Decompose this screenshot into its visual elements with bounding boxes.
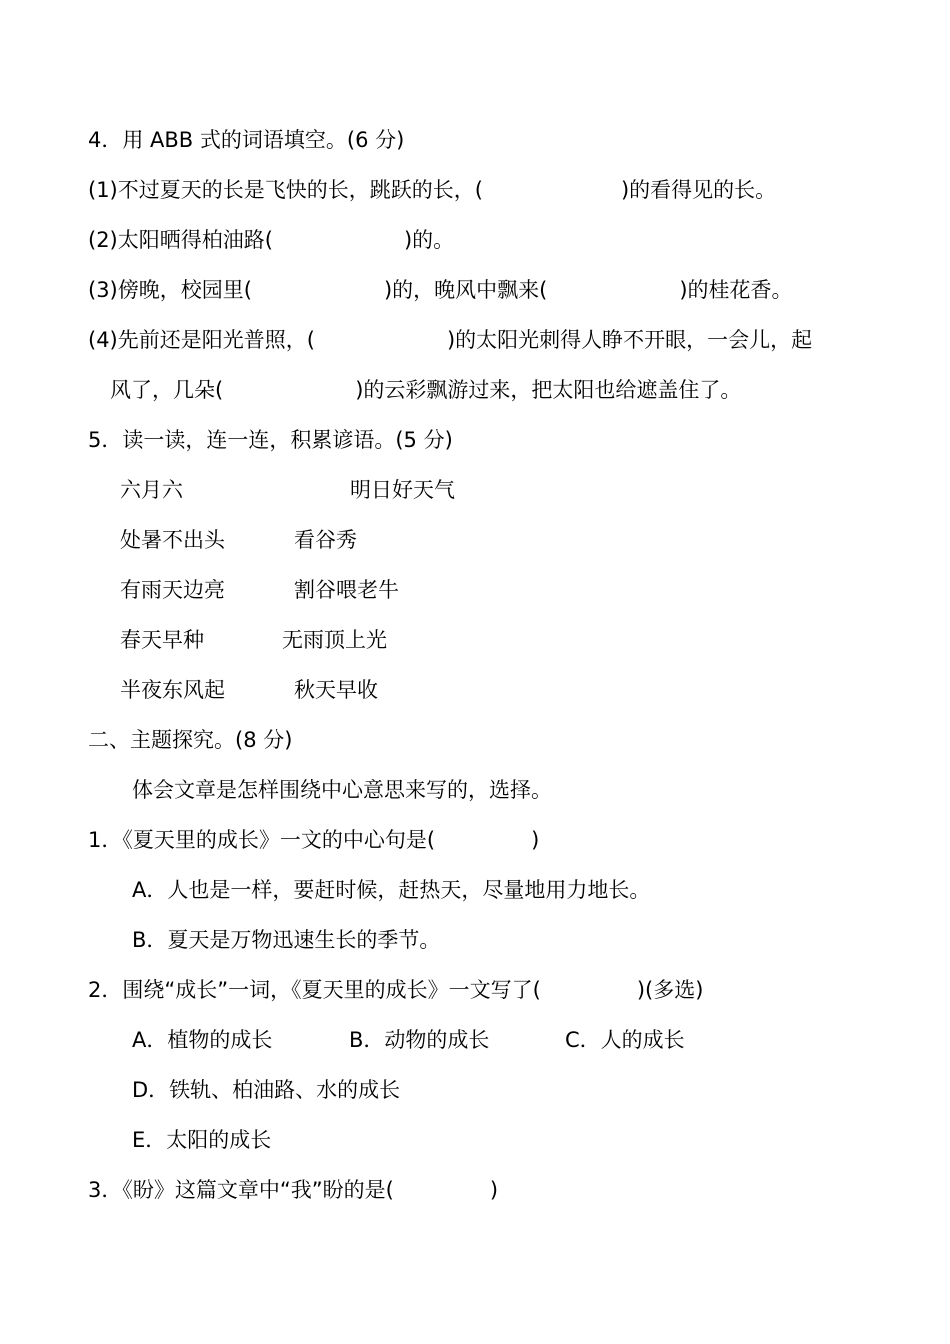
s2-q1-option-a[interactable]: A．人也是一样，要赶时候，赶热天，尽量地用力地长。 xyxy=(132,878,651,902)
s2-q3 xyxy=(88,1176,498,1204)
q4-item-1-pre: (1)不过夏天的长是飞快的长，跳跃的长，( xyxy=(88,178,483,202)
proverb-left-1[interactable]: 六月六 xyxy=(120,478,183,502)
s2-q2-option-b[interactable]: B．动物的成长 xyxy=(349,1028,490,1052)
q5-title: 5．读一读，连一连，积累谚语。(5 分) xyxy=(88,428,453,452)
section2-intro: 体会文章是怎样围绕中心意思来写的，选择。 xyxy=(132,778,552,802)
q4-item-3-mid: )的，晚风中飘来( xyxy=(383,278,548,302)
q4-item-4-post: )的太阳光刺得人睁不开眼，一会儿，起 xyxy=(446,328,813,352)
proverb-left-4[interactable]: 春天早种 xyxy=(120,628,204,652)
s2-q1-option-b[interactable]: B．夏天是万物迅速生长的季节。 xyxy=(132,928,441,952)
q4-item-1-post: )的看得见的长。 xyxy=(620,178,777,202)
s2-q2 xyxy=(88,976,703,1004)
q4-item-1 xyxy=(88,176,776,204)
q4-item-4-pre: (4)先前还是阳光普照，( xyxy=(88,328,315,352)
q4-title: 4．用 ABB 式的词语填空。(6 分) xyxy=(88,128,405,152)
s2-q1 xyxy=(88,826,539,854)
q4-item-2-post: )的。 xyxy=(403,228,455,252)
q4-item-4-cont xyxy=(110,376,741,404)
q4-item-2 xyxy=(88,226,454,254)
proverb-left-5[interactable]: 半夜东风起 xyxy=(120,678,225,702)
q4-item-3-pre: (3)傍晚，校园里( xyxy=(88,278,252,302)
s2-q2-option-c[interactable]: C．人的成长 xyxy=(565,1028,685,1052)
proverb-left-2[interactable]: 处暑不出头 xyxy=(120,528,225,552)
proverb-right-1[interactable]: 明日好天气 xyxy=(350,478,455,502)
s2-q1-pre: 1．《夏天里的成长》一文的中心句是( xyxy=(88,828,436,852)
s2-q3-pre: 3．《盼》这篇文章中“我”盼的是( xyxy=(88,1178,394,1202)
proverb-right-3[interactable]: 割谷喂老牛 xyxy=(294,578,399,602)
q4-item-2-pre: (2)太阳晒得柏油路( xyxy=(88,228,273,252)
s2-q2-option-e[interactable]: E．太阳的成长 xyxy=(132,1128,272,1152)
s2-q2-post: )(多选) xyxy=(636,978,704,1002)
proverb-right-2[interactable]: 看谷秀 xyxy=(294,528,357,552)
q4-item-4 xyxy=(88,326,812,354)
q4-item-4-cont-post: )的云彩飘游过来，把太阳也给遮盖住了。 xyxy=(355,378,742,402)
proverb-right-4[interactable]: 无雨顶上光 xyxy=(282,628,387,652)
s2-q3-post: ) xyxy=(489,1178,499,1202)
q4-item-3-post: )的桂花香。 xyxy=(679,278,793,302)
proverb-right-5[interactable]: 秋天早收 xyxy=(294,678,378,702)
q4-item-3 xyxy=(88,276,793,304)
s2-q2-option-d[interactable]: D．铁轨、柏油路、水的成长 xyxy=(132,1078,401,1102)
q4-item-4-cont-pre: 风了，几朵( xyxy=(110,378,224,402)
section2-title: 二、主题探究。(8 分) xyxy=(88,728,293,752)
s2-q2-option-a[interactable]: A．植物的成长 xyxy=(132,1028,273,1052)
s2-q2-pre: 2．围绕“成长”一词，《夏天里的成长》一文写了( xyxy=(88,978,541,1002)
proverb-left-3[interactable]: 有雨天边亮 xyxy=(120,578,225,602)
s2-q1-post: ) xyxy=(531,828,540,852)
